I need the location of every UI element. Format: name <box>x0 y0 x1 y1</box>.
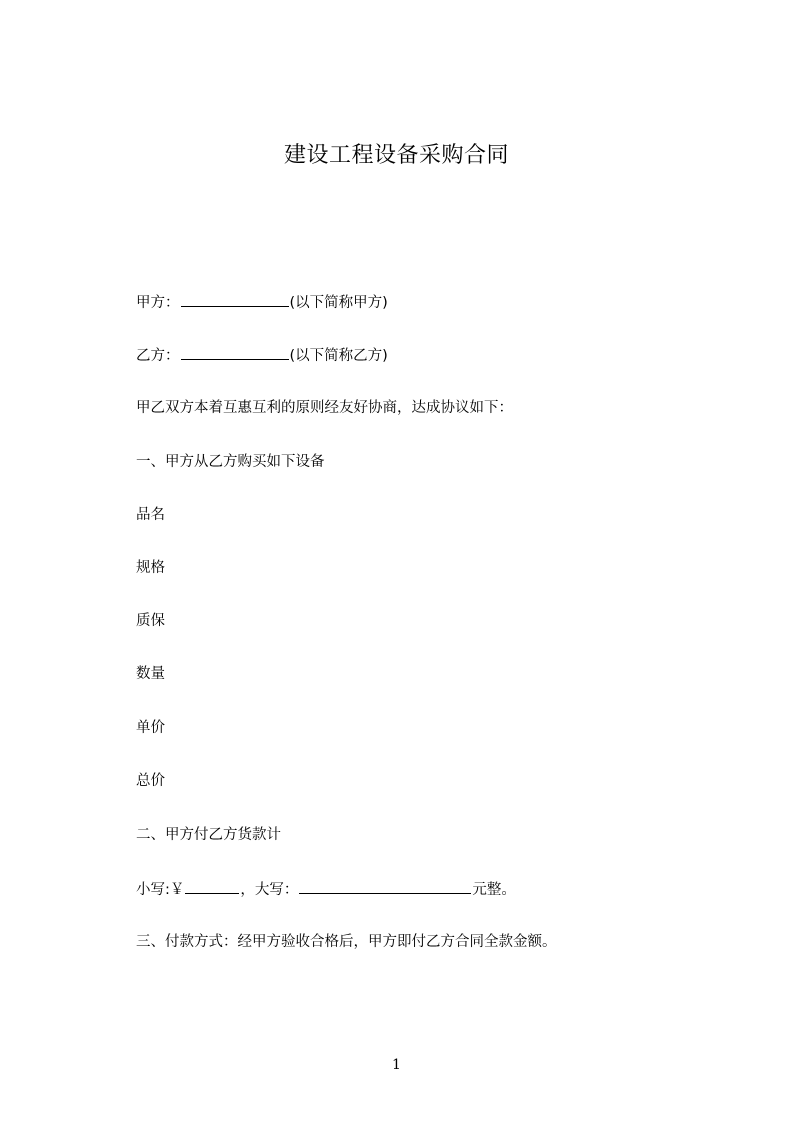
party-a-line <box>136 291 388 313</box>
party-b-line <box>136 344 388 366</box>
field-unit-price: 单价 <box>136 720 165 736</box>
amount-suffix: 元整。 <box>472 882 516 898</box>
party-a-suffix: (以下简称甲方) <box>289 295 388 311</box>
section1-heading: 一、甲方从乙方购买如下设备 <box>136 454 325 470</box>
document-title: 建设工程设备采购合同 <box>283 143 509 168</box>
field-specification: 规格 <box>136 560 165 576</box>
amount-small-label: 小写:￥ <box>136 882 185 898</box>
field-quantity: 数量 <box>136 666 165 682</box>
section2-heading: 二、甲方付乙方货款计 <box>136 827 281 843</box>
preamble-text: 甲乙双方本着互惠互利的原则经友好协商，达成协议如下： <box>136 400 513 416</box>
page-number: 1 <box>392 1057 401 1073</box>
party-a-blank[interactable] <box>181 291 289 307</box>
field-total-price: 总价 <box>136 773 165 789</box>
party-b-label: 乙方： <box>136 348 180 364</box>
field-warranty: 质保 <box>136 613 165 629</box>
party-a-label: 甲方： <box>136 295 180 311</box>
section3-text: 三、付款方式：经甲方验收合格后，甲方即付乙方合同全款金额。 <box>136 934 557 950</box>
amount-small-blank[interactable] <box>185 878 239 894</box>
amount-large-blank[interactable] <box>299 878 471 894</box>
amount-separator: ，大写： <box>240 882 299 898</box>
party-b-suffix: (以下简称乙方) <box>289 348 388 364</box>
party-b-blank[interactable] <box>181 344 289 360</box>
amount-line <box>136 878 516 900</box>
field-product-name: 品名 <box>136 507 165 523</box>
